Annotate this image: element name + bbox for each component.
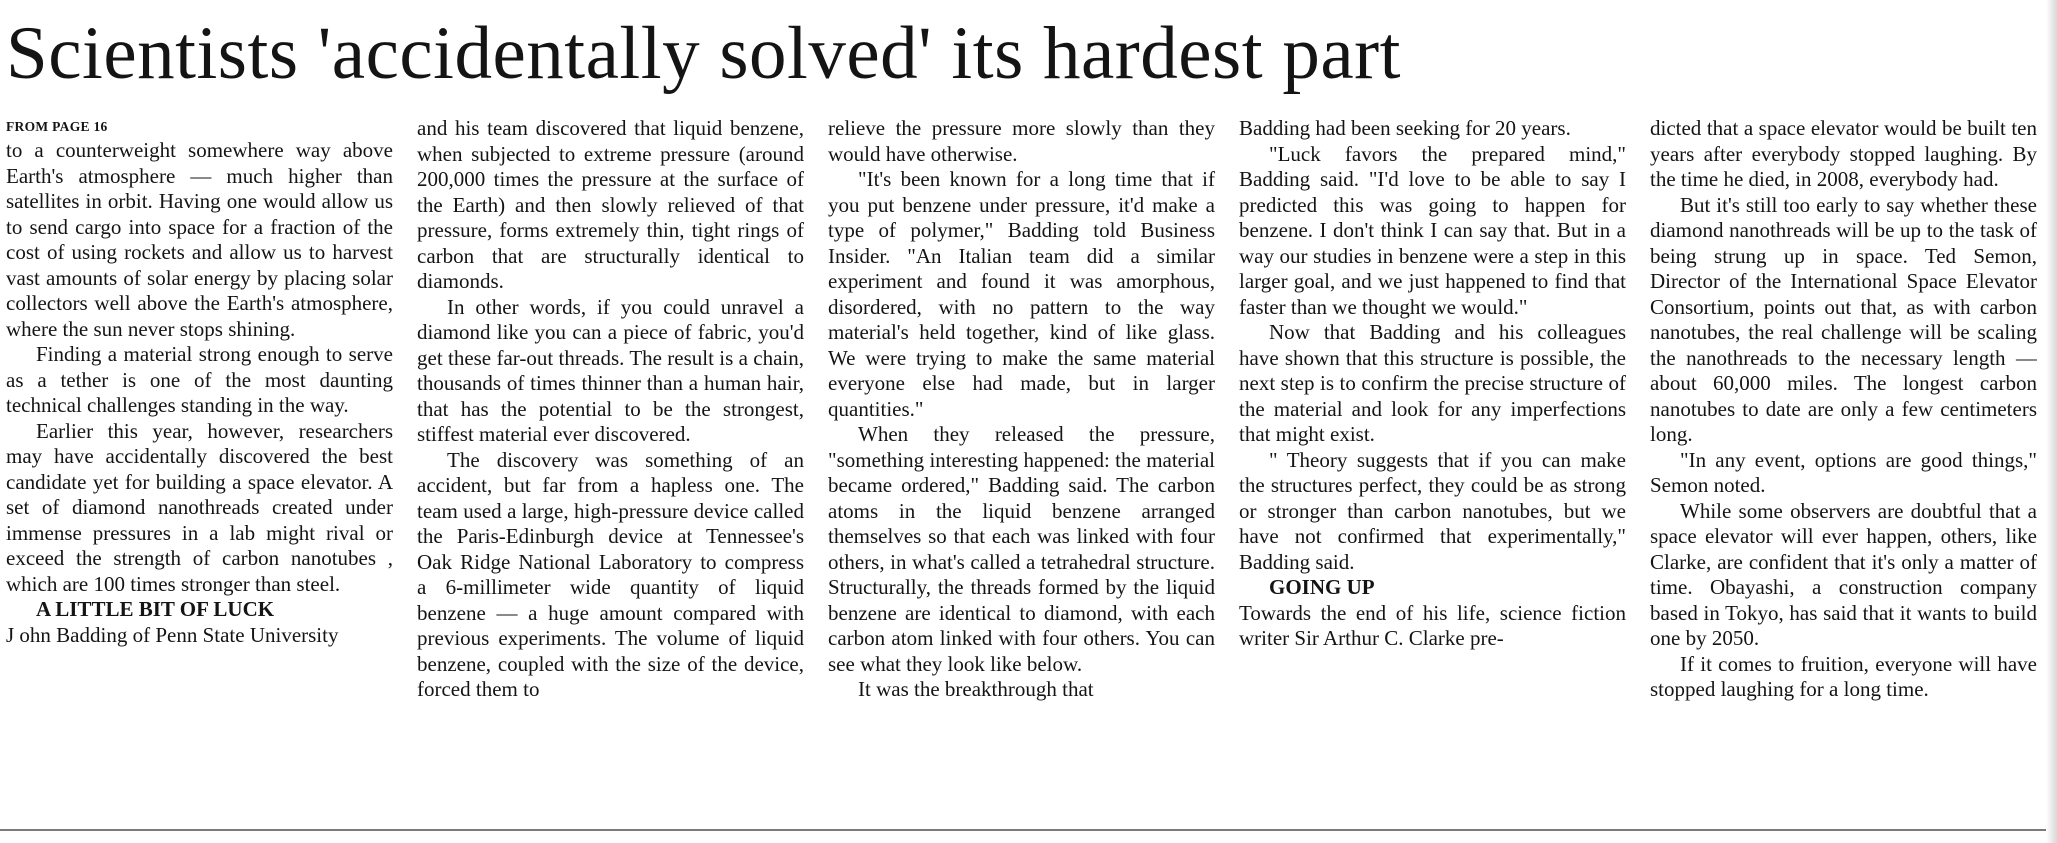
- paragraph: In other words, if you could unravel a diamond like you can a piece of fabric, you'd get these far-out threads. The result is a chain, thousands of times thinner than a human hair, that has the potential to be the strongest, stiffest material ever discovered.: [417, 294, 804, 446]
- column-4: [1239, 116, 1626, 823]
- paragraph: to a counterweight somewhere way above Earth's atmosphere — much higher than satellites in orbit. Having one would allow us to send cargo into space for a fraction of the cost of using rockets and allow us to harvest vast amounts of solar energy by placing solar collectors well above the Earth's atmosphere, where the sun never stops shining.: [6, 138, 393, 341]
- paragraph: relieve the pressure more slowly than they would have otherwise.: [828, 116, 1215, 166]
- paragraph: Badding had been seeking for 20 years.: [1239, 116, 1571, 140]
- bottom-rule: [0, 829, 2057, 831]
- column-3: [828, 116, 1215, 823]
- subhead: GOING UP: [1269, 575, 1375, 599]
- subhead: A LITTLE BIT OF LUCK: [36, 597, 275, 621]
- paragraph: J ohn Badding of Penn State University: [6, 622, 339, 647]
- paragraph: While some observers are doubtful that a space elevator will ever happen, others, like Clarke, are confident that it's only a matter of time. Obayashi, a construction company based in Tokyo, has said that it wants to build one by 2050.: [1650, 498, 2037, 650]
- column-5: [1650, 116, 2037, 823]
- paragraph: "It's been known for a long time that if you put benzene under pressure, it'd make a type of polymer," Badding told Business Insider. "An Italian team did a similar experiment and found it was amorphous, disordered, with no pattern to the way material's held together, kind of like glass. We were trying to make the same material everyone else had made, but in larger quantities.": [828, 167, 1215, 421]
- paragraph: dicted that a space elevator would be built ten years after everybody stopped laughing. By the time he died, in 2008, everybody had.: [1650, 116, 2037, 191]
- paragraph: It was the breakthrough that: [858, 677, 1094, 701]
- paragraph: Earlier this year, however, researchers may have accidentally discovered the best candidate yet for building a space elevator. A set of diamond nanothreads created under immense pressures in a lab might rival or exceed the strength of carbon nanotubes , which are 100 times stronger than steel.: [6, 418, 393, 596]
- paragraph: Now that Badding and his colleagues have shown that this structure is possible, the next step is to confirm the precise structure of the material and look for any imperfections that might exist.: [1239, 320, 1626, 446]
- paragraph: " Theory suggests that if you can make the structures perfect, they could be as strong or stronger than carbon nanotubes, but we have not confirmed that experimentally," Badding said.: [1239, 447, 1626, 574]
- paragraph: Finding a material strong enough to serve as a tether is one of the most daunting technical challenges standing in the way.: [6, 342, 393, 417]
- column-1: [6, 116, 393, 823]
- headline: Scientists 'accidentally solved' its hardest part: [6, 12, 1401, 95]
- paragraph: and his team discovered that liquid benzene, when subjected to extreme pressure (around 200,000 times the pressure at the surface of the Earth) and then slowly relieved of that pressure, forms extremely thin, tight rings of carbon that are structurally identical to diamonds.: [417, 116, 804, 293]
- paragraph: Towards the end of his life, science fiction writer Sir Arthur C. Clarke pre-: [1239, 600, 1626, 650]
- paragraph: But it's still too early to say whether these diamond nanothreads will be up to the task of being strung up in space. Ted Semon, Director of the International Space Elevator Consortium, points out that, as with carbon nanotubes, the real challenge will be scaling the nanothreads to the necessary length — about 60,000 miles. The longest carbon nanotubes to date are only a few centimeters long.: [1650, 192, 2037, 446]
- article-body: [6, 116, 2036, 823]
- paragraph: If it comes to fruition, everyone will have stopped laughing for a long time.: [1650, 651, 2037, 701]
- paragraph: "Luck favors the prepared mind," Badding said. "I'd love to be able to say I predicted this was going to happen for benzene. I don't think I can say that. But in a way our studies in benzene were a step in this larger goal, and we just happened to find that faster than we thought we would.": [1239, 141, 1626, 319]
- column-2: [417, 116, 804, 823]
- paragraph: When they released the pressure, "something interesting happened: the material became ordered," Badding said. The carbon atoms in the liquid benzene arranged themselves so that each was linked with four others, in what's called a tetrahedral structure. Structurally, the threads formed by the liquid benzene are identical to diamond, with each carbon atom linked with four others. You can see what they look like below.: [828, 422, 1215, 676]
- jump-line: FROM PAGE 16: [6, 119, 108, 134]
- page-edge-shadow: [2046, 0, 2057, 843]
- paragraph: "In any event, options are good things," Semon noted.: [1650, 447, 2037, 497]
- paragraph: The discovery was something of an accident, but far from a hapless one. The team used a large, high-pressure device called the Paris-Edinburgh device at Tennessee's Oak Ridge National Laboratory to compress a 6-millimeter wide quantity of liquid benzene — a huge amount compared with previous experiments. The volume of liquid benzene, coupled with the size of the device, forced them to: [417, 447, 804, 701]
